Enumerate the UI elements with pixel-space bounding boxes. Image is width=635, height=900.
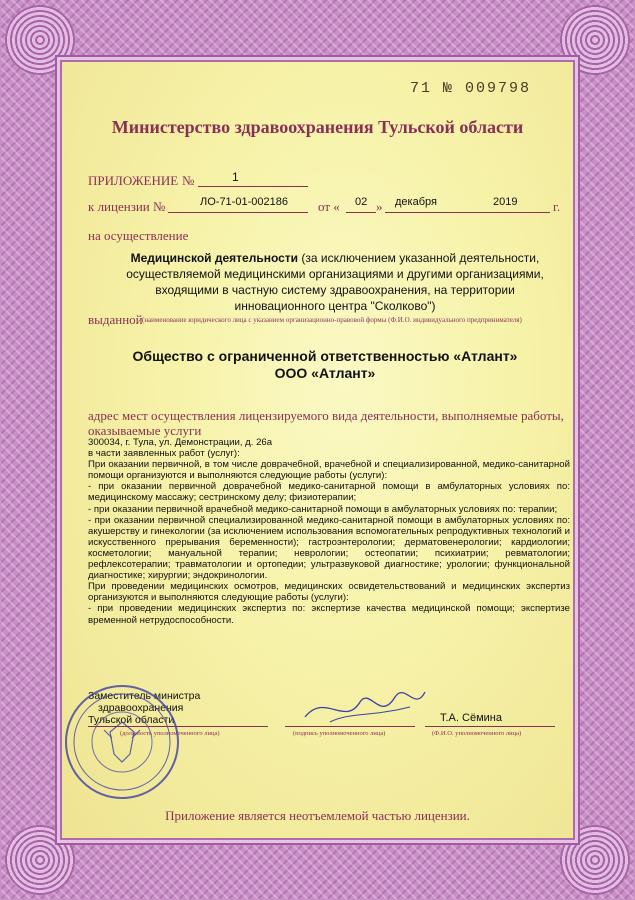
activity-rest: (за исключением указанной деятельности, осуществляемой медицинскими организациями и другими организациями, входящими в частную систему здравоохранения, на территории инновационного центра "Сколково") [126, 251, 544, 313]
license-year-suffix: г. [553, 199, 561, 214]
body-paragraph: - при проведении медицинских экспертиз по: экспертизе качества медицинской помощи; экспертизе временной нетрудоспособности. [88, 603, 570, 626]
body-paragraph: - при оказании первичной врачебной медико-санитарной помощи в амбулаторных условиях по: терапии; [88, 503, 558, 515]
caption-position: (должность уполномоченного лица) [120, 730, 220, 737]
body-paragraph: в части заявленных работ (услуг): [88, 448, 240, 460]
organization-short-name: ООО «Атлант» [274, 365, 376, 381]
license-year: 2019 [493, 196, 518, 208]
activity-bold: Медицинской деятельности [130, 251, 299, 265]
caption-signature: (подпись уполномоченного лица) [293, 730, 386, 737]
signer-position-line: Заместитель министра [88, 690, 201, 702]
issued-label: выданной [88, 312, 143, 327]
activity-description [110, 250, 560, 314]
footer-note: Приложение является неотъемлемой частью лицензии. [165, 808, 470, 823]
underline [198, 186, 308, 187]
signer-name: Т.А. Сёмина [440, 712, 502, 724]
signer-position-line: здравоохранения [98, 702, 184, 714]
signer-position-line: Тульской области [88, 714, 175, 726]
body-paragraph: - при оказании первичной доврачебной медико-санитарной помощи в амбулаторных условиях по: медицинскому массажу; сестринскому делу; физиотерапии; [88, 481, 570, 504]
serial-number: 71 № 009798 [410, 80, 532, 97]
underline [346, 212, 376, 213]
caption-name: (Ф.И.О. уполномоченного лица) [432, 730, 522, 737]
activity-label: на осуществление [88, 228, 189, 243]
underline [168, 212, 308, 213]
license-month: декабря [395, 196, 437, 208]
services-body [88, 437, 570, 626]
appendix-number-sign: № [182, 173, 195, 188]
underline [385, 212, 550, 213]
address-label: адрес мест осуществления лицензируемого вида деятельности, выполняемые работы, оказываемые услуги [88, 408, 564, 438]
official-seal [62, 682, 182, 802]
ministry-title: Министерство здравоохранения Тульской области [111, 117, 524, 137]
license-day-close: » [376, 199, 383, 214]
appendix-number: 1 [232, 170, 239, 184]
license-label: к лицензии № [88, 199, 166, 214]
license-number: ЛО-71-01-002186 [200, 196, 288, 208]
license-day: 02 [355, 196, 368, 208]
appendix-label: ПРИЛОЖЕНИЕ [88, 173, 179, 188]
body-paragraph: При оказании первичной, в том числе доврачебной, врачебной и специализированной, медико-санитарной помощи организуются и выполняются следующие работы (услуги): [88, 459, 570, 482]
license-from-label: от « [318, 199, 340, 214]
body-paragraph: При проведении медицинских осмотров, медицинских освидетельствований и медицинских экспертиз организуются и выполняются следующие работы (услуги): [88, 581, 570, 604]
handwritten-signature [300, 672, 430, 732]
issued-caption: (наименование юридического лица с указанием организационно-правовой формы (Ф.И.О. индивидуального предпринимателя) [142, 316, 522, 324]
address-line: 300034, г. Тула, ул. Демонстрации, д. 26а [88, 437, 273, 448]
organization-full-name: Общество с ограниченной ответственностью «Атлант» [132, 348, 518, 364]
body-paragraph: - при оказании первичной специализированной медико-санитарной помощи в амбулаторных условиях по: акушерству и гинекологии (за исключением использования вспомогательных репродуктивных технологий и искусственного прерывания беременности); гастроэнтерологии; дерматовенерологии; кардиологии; косметологии; мануальной терапии; неврологии; остеопатии; психиатрии; ревматологии; рефлексотерапии; травматологии и ортопедии; ультразвуковой диагностике; урологии; функциональной диагностике; хирургии; эндокринологии. [88, 514, 570, 582]
underline [425, 726, 555, 727]
